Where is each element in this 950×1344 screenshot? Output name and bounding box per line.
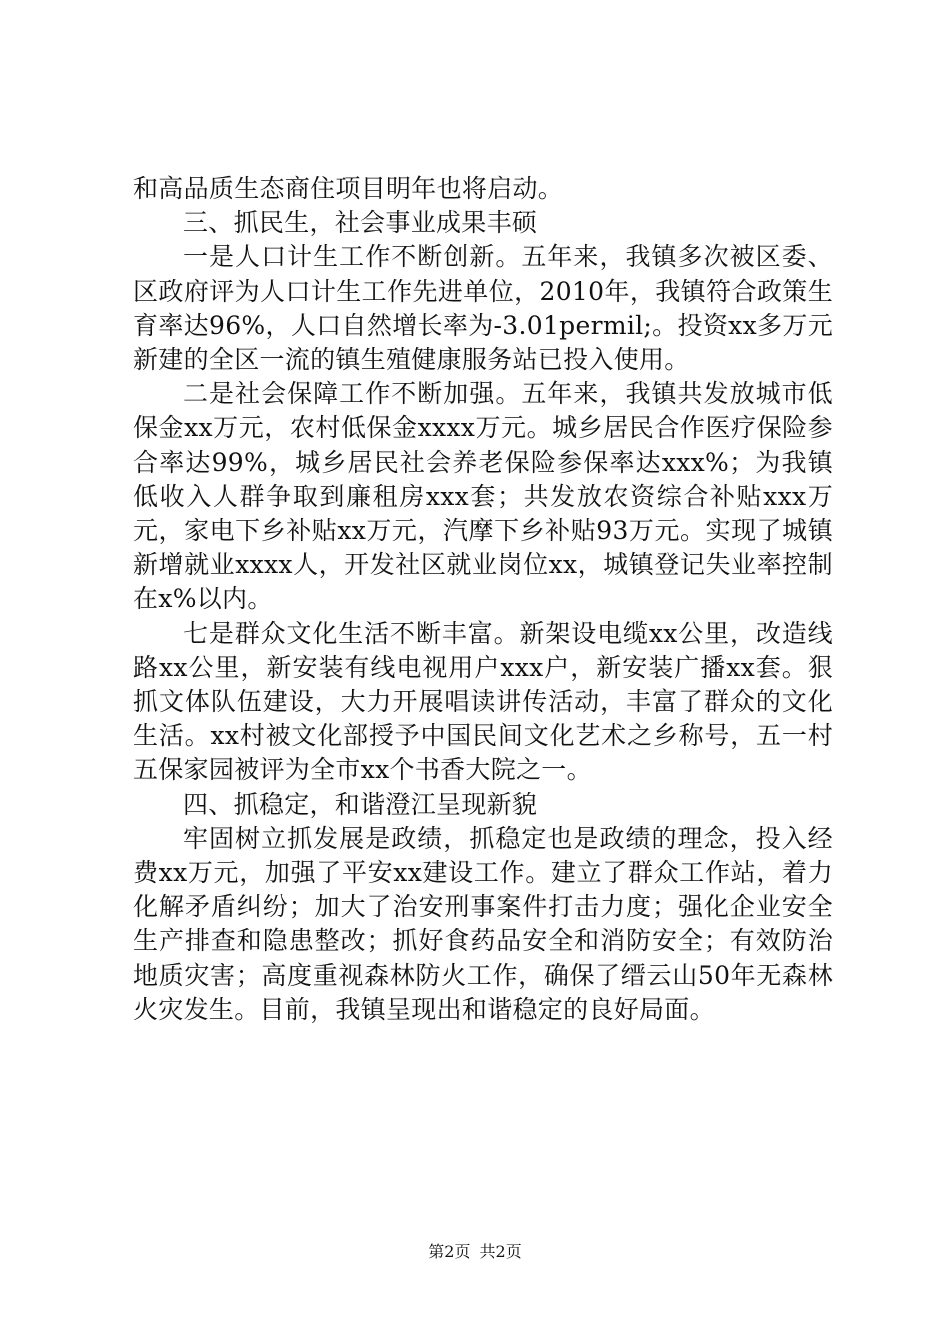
paragraph-culture: 七是群众文化生活不断丰富。新架设电缆xx公里，改造线路xx公里，新安装有线电视用户xxx户，新安装广播xx套。狠抓文体队伍建设，大力开展唱读讲传活动，丰富了群众的文化生活。xx村被文化部授予中国民间文化艺术之乡称号，五一村五保家园被评为全市xx个书香大院之一。 — [133, 618, 833, 785]
section-heading-livelihood: 三、抓民生，社会事业成果丰硕 — [183, 208, 538, 238]
section-heading-stability: 四、抓稳定，和谐澄江呈现新貌 — [183, 789, 538, 819]
paragraph-population-planning: 一是人口计生工作不断创新。五年来，我镇多次被区委、区政府评为人口计生工作先进单位，2010年，我镇符合政策生育率达96%，人口自然增长率为-3.01permil;。投资xx多万元新建的全区一流的镇生殖健康服务站已投入使用。 — [133, 242, 833, 375]
paragraph-stability: 牢固树立抓发展是政绩，抓稳定也是政绩的理念，投入经费xx万元，加强了平安xx建设工作。建立了群众工作站，着力化解矛盾纠纷；加大了治安刑事案件打击力度；强化企业安全生产排查和隐患整改；抓好食药品安全和消防安全；有效防治地质灾害；高度重视森林防火工作，确保了缙云山50年无森林火灾发生。目前，我镇呈现出和谐稳定的良好局面。 — [133, 823, 833, 1024]
paragraph-continuation: 和高品质生态商住项目明年也将启动。 — [133, 174, 564, 203]
page-footer — [0, 1242, 950, 1262]
document-body — [133, 172, 833, 1027]
page-number: 第2页 — [428, 1242, 471, 1261]
paragraph-social-security: 二是社会保障工作不断加强。五年来，我镇共发放城市低保金xx万元，农村低保金xxxx万元。城乡居民合作医疗保险参合率达99%，城乡居民社会养老保险参保率达xxx%；为我镇低收入人群争取到廉租房xxx套；共发放农资综合补贴xxx万元，家电下乡补贴xx万元，汽摩下乡补贴93万元。实现了城镇新增就业xxxx人，开发社区就业岗位xx，城镇登记失业率控制在x%以内。 — [133, 379, 833, 614]
page-total: 共2页 — [479, 1242, 522, 1261]
